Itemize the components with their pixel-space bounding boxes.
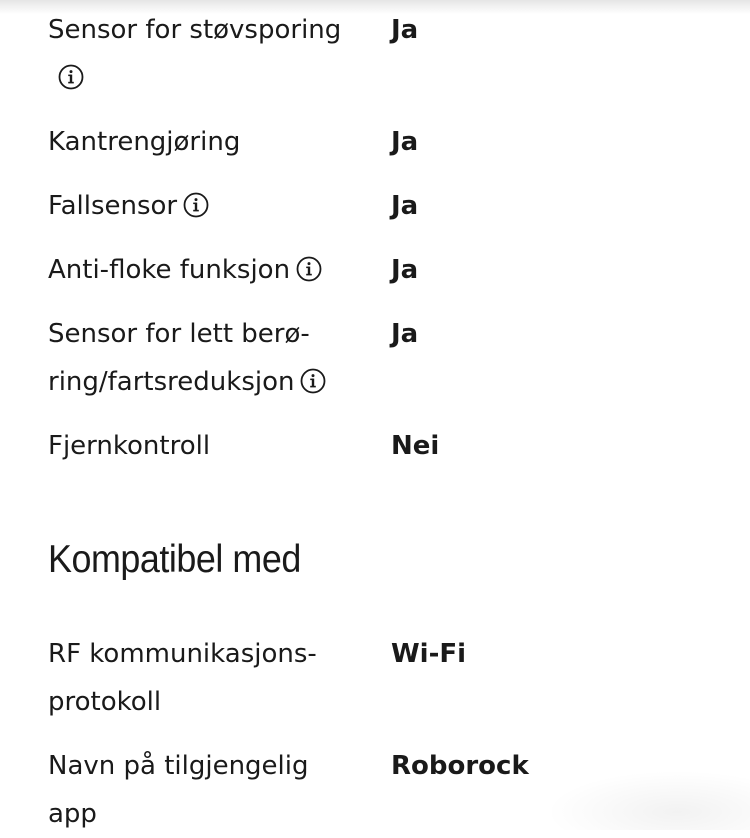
spec-label-line1: Sensor for lett berø- xyxy=(48,319,310,349)
spec-value: Ja xyxy=(391,255,419,285)
spec-label xyxy=(48,6,348,102)
spec-value: Ja xyxy=(391,127,419,157)
floating-button-shadow xyxy=(545,770,750,830)
spec-label xyxy=(48,310,368,406)
spec-label xyxy=(48,246,368,294)
spec-value: Ja xyxy=(391,191,419,221)
spec-label-text: Anti-floke funksjon xyxy=(48,255,291,285)
spec-label-text: Sensor for støvsporing xyxy=(48,15,342,45)
info-icon[interactable] xyxy=(300,362,326,388)
spec-label xyxy=(48,182,348,230)
spec-label-line2: app xyxy=(48,799,97,829)
info-icon[interactable] xyxy=(183,186,209,212)
section-title: Kompatibel med xyxy=(48,538,301,581)
spec-value: Ja xyxy=(391,319,419,349)
spec-label: Kantrengjøring xyxy=(48,127,241,157)
spec-value: Roborock xyxy=(391,751,529,781)
spec-value: Nei xyxy=(391,431,440,461)
spec-label-line1: Navn på tilgjengelig xyxy=(48,751,309,781)
spec-value: Wi-Fi xyxy=(391,639,467,669)
spec-label-line2: protokoll xyxy=(48,687,162,717)
spec-label-text: Fallsensor xyxy=(48,191,178,221)
spec-label xyxy=(48,630,348,726)
spec-label-line1: RF kommunikasjons- xyxy=(48,639,317,669)
info-icon[interactable] xyxy=(58,58,84,84)
spec-label: Fjernkontroll xyxy=(48,431,211,461)
spec-label-line2: ring/fartsreduksjon xyxy=(48,367,295,397)
spec-value: Ja xyxy=(391,15,419,45)
spec-label xyxy=(48,742,348,838)
info-icon[interactable] xyxy=(296,250,322,276)
